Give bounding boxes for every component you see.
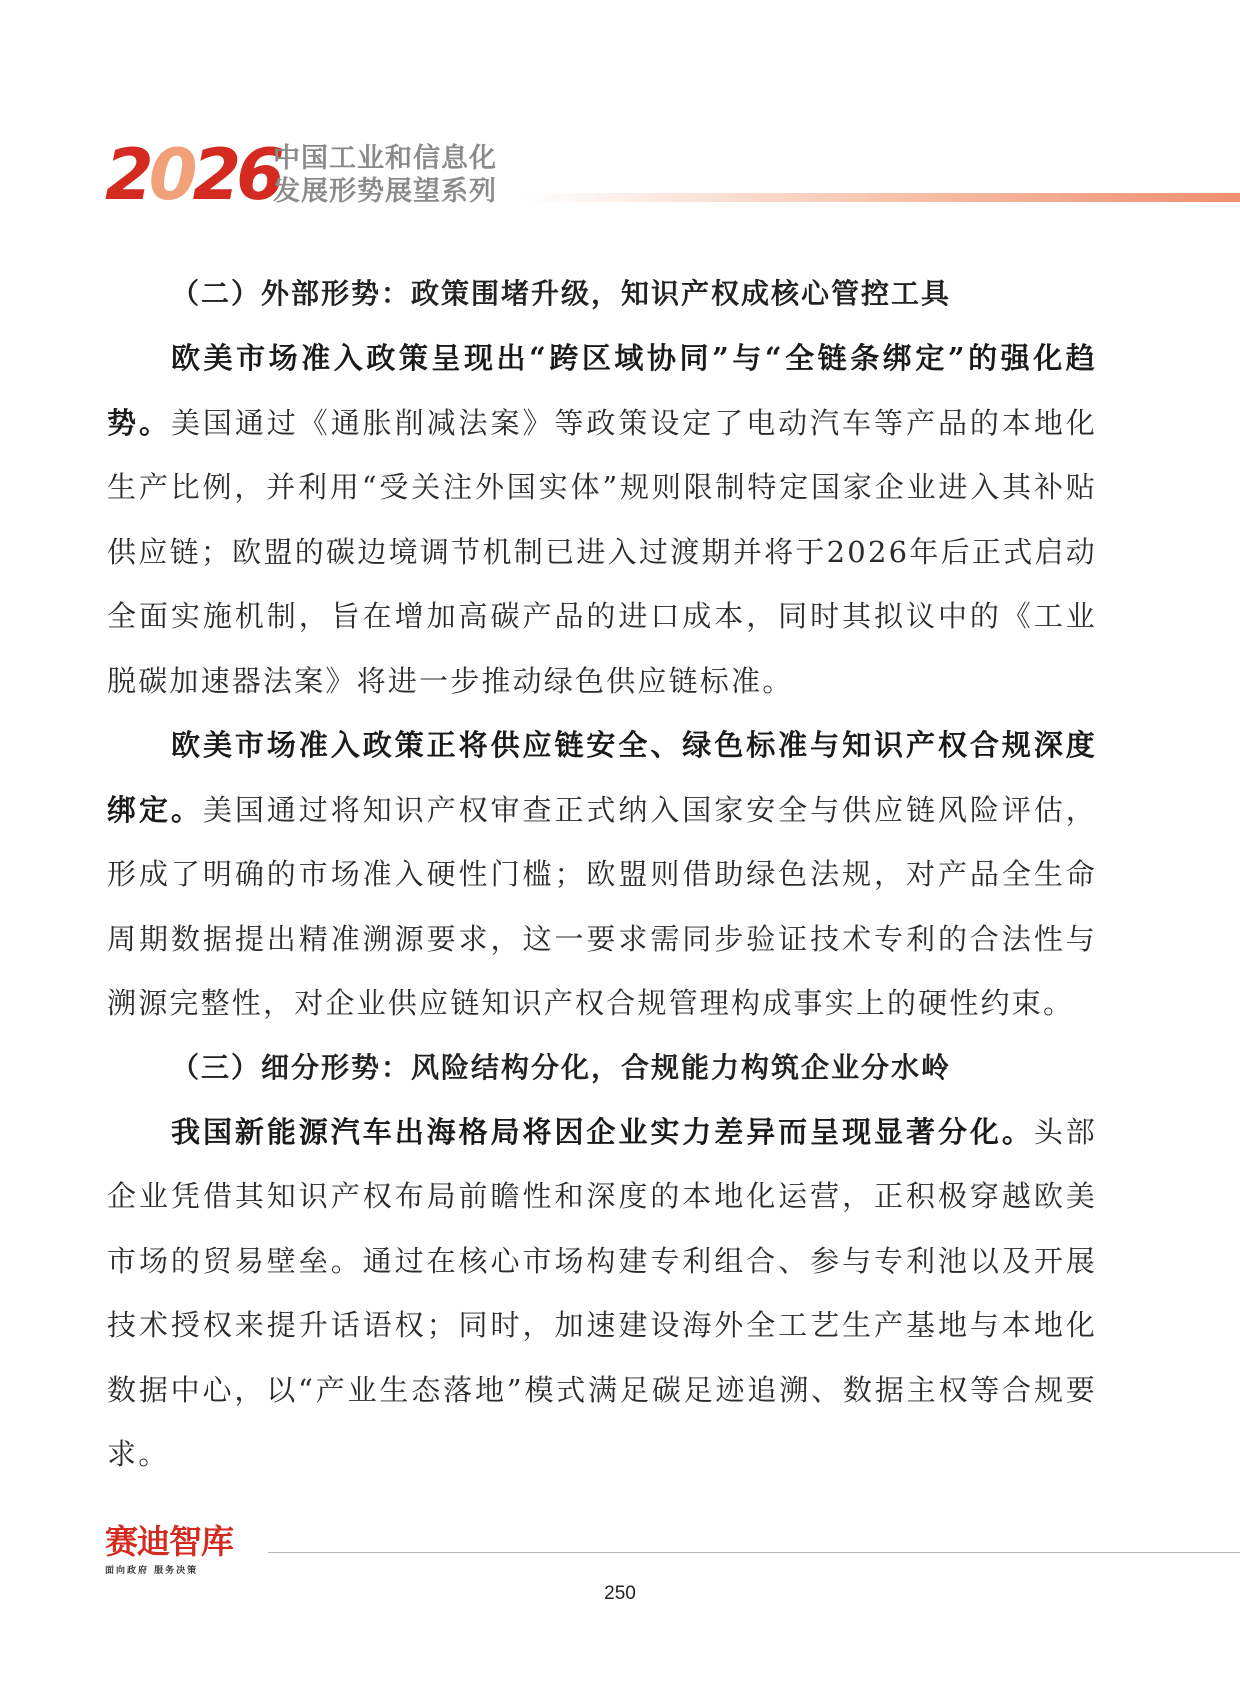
paragraph-2 bbox=[107, 713, 1097, 1036]
series-title bbox=[273, 142, 497, 208]
paragraph-3-lead: 我国新能源汽车出海格局将因企业实力差异而呈现显著分化。 bbox=[171, 1114, 1034, 1149]
section-heading-external: （二）外部形势：政策围堵升级，知识产权成核心管控工具 bbox=[171, 277, 952, 310]
series-title-line2: 发展形势展望系列 bbox=[273, 176, 497, 207]
paragraph-3-body: 头部企业凭借其知识产权布局前瞻性和深度的本地化运营，正积极穿越欧美市场的贸易壁垒。通过在核心市场构建专利组合、参与专利池以及开展技术授权来提升话语权；同时，加速建设海外全工艺生产基地与本地化数据中心，以“产业生态落地”模式满足碳足迹追溯、数据主权等合规要求。 bbox=[107, 1114, 1098, 1471]
footer-logo bbox=[105, 1523, 233, 1576]
page-number: 250 bbox=[604, 1583, 636, 1604]
paragraph-2-body: 美国通过将知识产权审查正式纳入国家安全与供应链风险评估，形成了明确的市场准入硬性门槛；欧盟则借助绿色法规，对产品全生命周期数据提出精准溯源要求，这一要求需同步验证技术专利的合法性与溯源完整性，对企业供应链知识产权合规管理构成事实上的硬性约束。 bbox=[107, 792, 1097, 1020]
year-digit: 2 bbox=[105, 134, 149, 216]
footer-divider bbox=[268, 1552, 1240, 1553]
section-heading-segment: （三）细分形势：风险结构分化，合规能力构筑企业分水岭 bbox=[171, 1050, 952, 1084]
paragraph-1 bbox=[107, 326, 1097, 713]
gear-icon: 0 bbox=[148, 134, 193, 216]
paragraph-1-lead: 欧美市场准入政策呈现出“跨区域协同”与“全链条绑定”的强化趋势。 bbox=[107, 341, 1097, 440]
footer-slogan: 面向政府 服务决策 bbox=[105, 1566, 199, 1576]
header-divider bbox=[523, 193, 1240, 202]
series-title-line1: 中国工业和信息化 bbox=[273, 143, 497, 174]
paragraph-2-lead: 欧美市场准入政策正将供应链安全、绿色标准与知识产权合规深度绑定。 bbox=[107, 728, 1097, 827]
main-content bbox=[107, 262, 1097, 1487]
paragraph-1-body: 美国通过《通胀削减法案》等政策设定了电动汽车等产品的本地化生产比例，并利用“受关注外国实体”规则限制特定国家企业进入其补贴供应链；欧盟的碳边境调节机制已进入过渡期并将于2026年后正式启动全面实施机制，旨在增加高碳产品的进口成本，同时其拟议中的《工业脱碳加速器法案》将进一步推动绿色供应链标准。 bbox=[107, 405, 1097, 698]
year-logo bbox=[105, 134, 280, 216]
year-digits: 26 bbox=[192, 134, 280, 216]
paragraph-3 bbox=[107, 1100, 1097, 1487]
footer-brand: 赛迪智库 bbox=[105, 1522, 233, 1561]
page-header bbox=[105, 134, 1240, 216]
